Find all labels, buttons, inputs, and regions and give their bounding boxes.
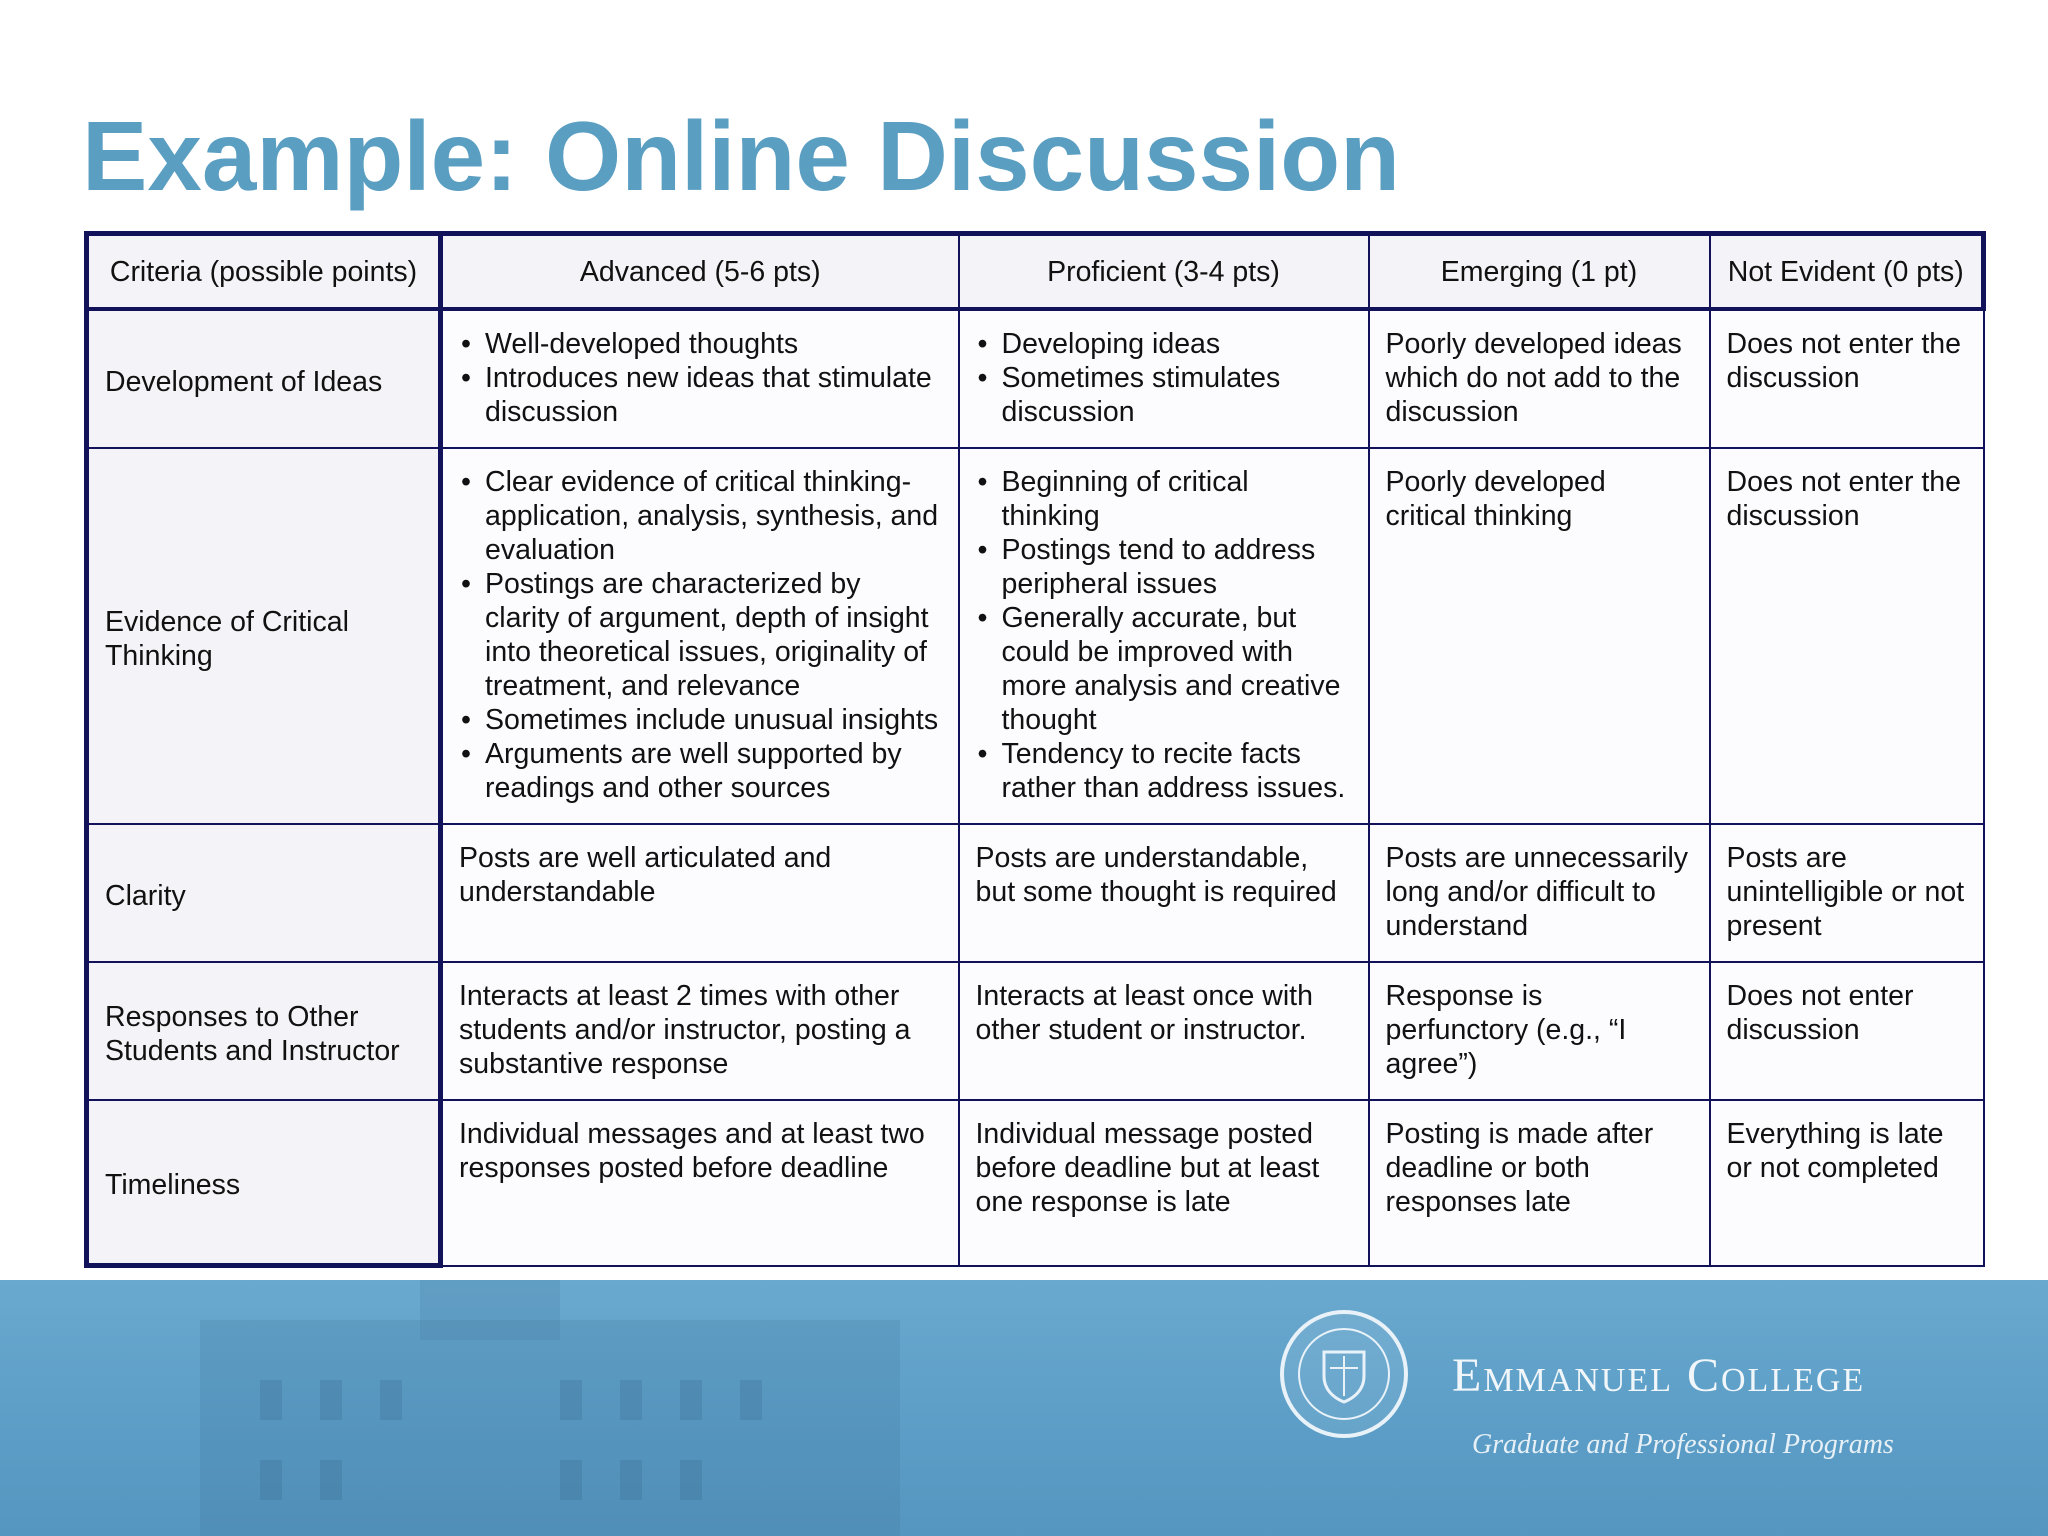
proficient-cell: Posts are understandable, but some thought is required: [959, 824, 1369, 962]
criteria-cell: Timeliness: [87, 1100, 441, 1266]
window-shape: [320, 1460, 342, 1500]
list-item: • Postings tend to address peripheral issues: [976, 533, 1352, 601]
rubric-table: [84, 231, 1986, 1268]
advanced-cell: [441, 448, 959, 824]
not-evident-cell: Everything is late or not completed: [1710, 1100, 1984, 1266]
header-not-evident: Not Evident (0 pts): [1710, 234, 1984, 310]
proficient-cell: Individual message posted before deadline but at least one response is late: [959, 1100, 1369, 1266]
list-item: • Sometimes stimulates discussion: [976, 361, 1352, 429]
criteria-cell: Development of Ideas: [87, 309, 441, 448]
table-row: [87, 1100, 1984, 1266]
emerging-cell: Poorly developed critical thinking: [1369, 448, 1710, 824]
list-item: • Arguments are well supported by readings and other sources: [459, 737, 942, 805]
college-name: Emmanuel College: [1452, 1349, 1866, 1402]
header-emerging: Emerging (1 pt): [1369, 234, 1710, 310]
proficient-cell: Interacts at least once with other student or instructor.: [959, 962, 1369, 1100]
seal-inner-ring: [1298, 1328, 1390, 1420]
emerging-cell: Posting is made after deadline or both responses late: [1369, 1100, 1710, 1266]
college-seal-icon: [1280, 1310, 1408, 1438]
bullet-list: [976, 327, 1352, 429]
table-header-row: [87, 234, 1984, 310]
not-evident-cell: Does not enter the discussion: [1710, 309, 1984, 448]
emerging-cell: Poorly developed ideas which do not add to the discussion: [1369, 309, 1710, 448]
emerging-cell: Posts are unnecessarily long and/or difficult to understand: [1369, 824, 1710, 962]
window-shape: [620, 1460, 642, 1500]
list-item: • Beginning of critical thinking: [976, 465, 1352, 533]
college-subtitle: Graduate and Professional Programs: [1472, 1429, 1894, 1460]
window-shape: [680, 1380, 702, 1420]
window-shape: [560, 1460, 582, 1500]
window-shape: [740, 1380, 762, 1420]
header-proficient: Proficient (3-4 pts): [959, 234, 1369, 310]
advanced-cell: Individual messages and at least two responses posted before deadline: [441, 1100, 959, 1266]
slide-title: Example: Online Discussion: [82, 101, 1400, 211]
window-shape: [260, 1380, 282, 1420]
header-advanced: Advanced (5-6 pts): [441, 234, 959, 310]
table-row: [87, 824, 1984, 962]
list-item: • Introduces new ideas that stimulate discussion: [459, 361, 942, 429]
table-row: [87, 448, 1984, 824]
not-evident-cell: Posts are unintelligible or not present: [1710, 824, 1984, 962]
not-evident-cell: Does not enter discussion: [1710, 962, 1984, 1100]
emerging-cell: Response is perfunctory (e.g., “I agree”): [1369, 962, 1710, 1100]
window-shape: [680, 1460, 702, 1500]
building-watermark: [200, 1320, 900, 1536]
criteria-cell: Clarity: [87, 824, 441, 962]
advanced-cell: [441, 309, 959, 448]
window-shape: [260, 1460, 282, 1500]
list-item: • Developing ideas: [976, 327, 1352, 361]
criteria-cell: Evidence of Critical Thinking: [87, 448, 441, 824]
footer-banner: [0, 1280, 2048, 1536]
shield-icon: [1300, 1330, 1388, 1418]
list-item: • Tendency to recite facts rather than address issues.: [976, 737, 1352, 805]
list-item: • Postings are characterized by clarity of argument, depth of insight into theoretical issues, originality of treatment, and relevance: [459, 567, 942, 703]
advanced-cell: Interacts at least 2 times with other students and/or instructor, posting a substantive response: [441, 962, 959, 1100]
proficient-cell: [959, 309, 1369, 448]
not-evident-cell: Does not enter the discussion: [1710, 448, 1984, 824]
bullet-list: [459, 327, 942, 429]
list-item: • Clear evidence of critical thinking- application, analysis, synthesis, and evaluation: [459, 465, 942, 567]
window-shape: [620, 1380, 642, 1420]
table-row: [87, 309, 1984, 448]
header-criteria: Criteria (possible points): [87, 234, 441, 310]
advanced-cell: Posts are well articulated and understandable: [441, 824, 959, 962]
window-shape: [560, 1380, 582, 1420]
bullet-list: [459, 465, 942, 805]
window-shape: [380, 1380, 402, 1420]
bullet-list: [976, 465, 1352, 805]
building-watermark: [420, 1280, 560, 1340]
table-row: [87, 962, 1984, 1100]
proficient-cell: [959, 448, 1369, 824]
criteria-cell: Responses to Other Students and Instructor: [87, 962, 441, 1100]
list-item: • Generally accurate, but could be improved with more analysis and creative thought: [976, 601, 1352, 737]
list-item: • Well-developed thoughts: [459, 327, 942, 361]
list-item: • Sometimes include unusual insights: [459, 703, 942, 737]
window-shape: [320, 1380, 342, 1420]
